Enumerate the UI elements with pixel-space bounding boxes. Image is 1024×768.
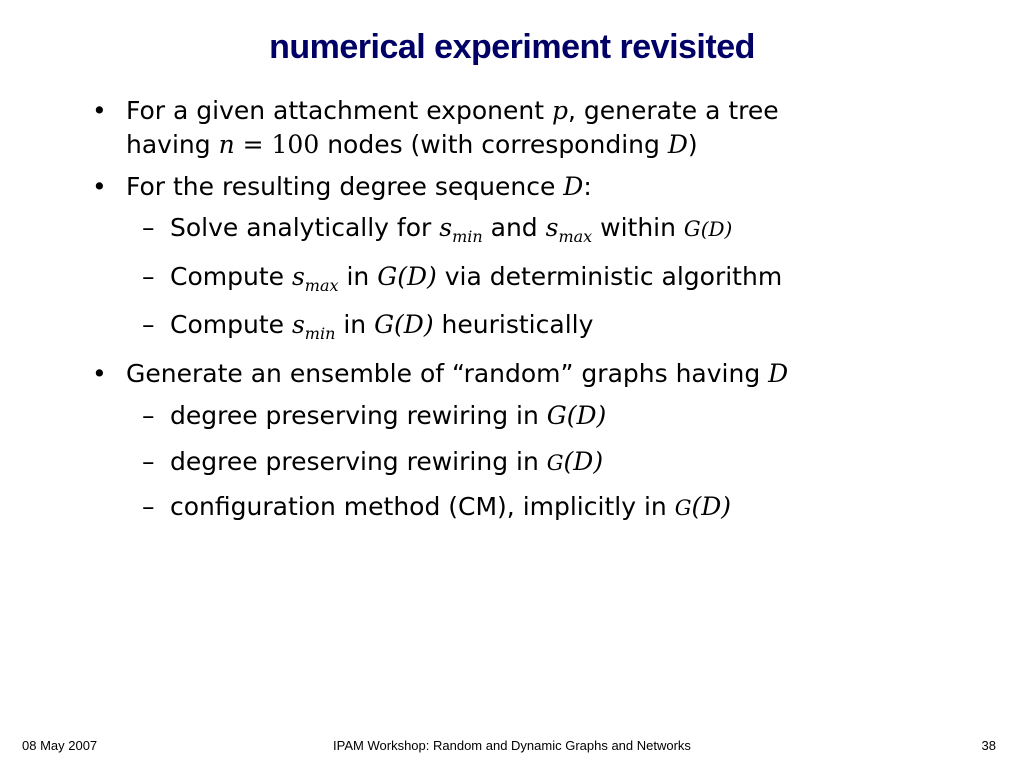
bullet-item-2 [88,170,988,204]
math-n: n [218,129,235,159]
math-s: s [545,213,559,243]
bullet-text: within [592,213,684,243]
bullet-text: having [126,129,219,159]
dash-marker: – [142,261,155,291]
sub-bullet-3a [88,399,988,433]
math-subscript: max [558,227,593,247]
bullet-text: Compute [170,261,292,291]
bullet-text: degree preserving rewiring in [170,446,547,476]
math-number: 100 [271,129,320,159]
dash-marker: – [142,310,155,340]
bullet-text: configuration method (CM), implicitly in [170,492,675,522]
dash-marker: – [142,400,155,430]
math-s: s [291,310,305,340]
sub-bullet-2a [88,211,988,248]
math-GD: G(D) [374,310,434,340]
dash-marker: – [142,213,155,243]
sub-bullet-2b [88,260,988,297]
bullet-text: For the resulting degree sequence [126,171,564,201]
bullet-text: nodes (with corresponding [319,129,668,159]
math-s: s [291,261,305,291]
bullet-marker: • [92,171,107,201]
bullet-text: Generate an ensemble of “random” graphs having [126,359,769,389]
bullet-text: Compute [170,310,292,340]
math-script-G: G [683,217,701,242]
math-p: p [551,96,568,125]
math-D: D [768,359,789,389]
bullet-text: For a given attachment exponent [126,96,552,125]
footer-page-number: 38 [981,738,996,753]
math-GD: G(D) [546,400,607,430]
bullet-text: in [335,310,375,340]
math-subscript: min [452,227,483,247]
bullet-text: and [482,213,546,243]
math-equals: = [234,129,272,159]
math-s: s [439,213,453,243]
bullet-text: , generate a tree [567,96,779,125]
math-subscript: min [304,324,336,344]
bullet-text: : [583,171,592,201]
dash-marker: – [142,446,155,476]
bullet-marker: • [92,359,107,389]
bullet-text: degree preserving rewiring in [170,400,547,430]
bullet-marker: • [92,96,107,125]
bullet-item-3 [88,357,988,391]
math-script-G: G [546,450,564,475]
bullet-text: in [338,261,378,291]
math-script-G: G [674,496,692,521]
bullet-text: via deterministic algorithm [436,261,783,291]
math-D: D [563,171,584,201]
math-GD: (D) [691,492,732,522]
math-D: D [667,129,688,159]
bullet-text: Solve analytically for [170,213,440,243]
sub-bullet-2c [88,308,988,345]
bullet-item-1 [88,94,988,162]
math-GD: G(D) [377,261,437,291]
bullet-text: heuristically [433,310,594,340]
slide-content [88,94,988,536]
footer-date: 08 May 2007 [22,738,98,753]
sub-bullet-3b [88,445,988,479]
math-subscript: max [304,275,339,295]
slide-title: numerical experiment revisited [269,28,755,66]
math-GD: (D) [563,446,604,476]
footer-event: IPAM Workshop: Random and Dynamic Graphs and Networks [333,738,691,753]
sub-bullet-3c [88,490,988,524]
math-GD: (D) [700,217,733,242]
dash-marker: – [142,492,155,522]
bullet-text: ) [687,129,698,159]
